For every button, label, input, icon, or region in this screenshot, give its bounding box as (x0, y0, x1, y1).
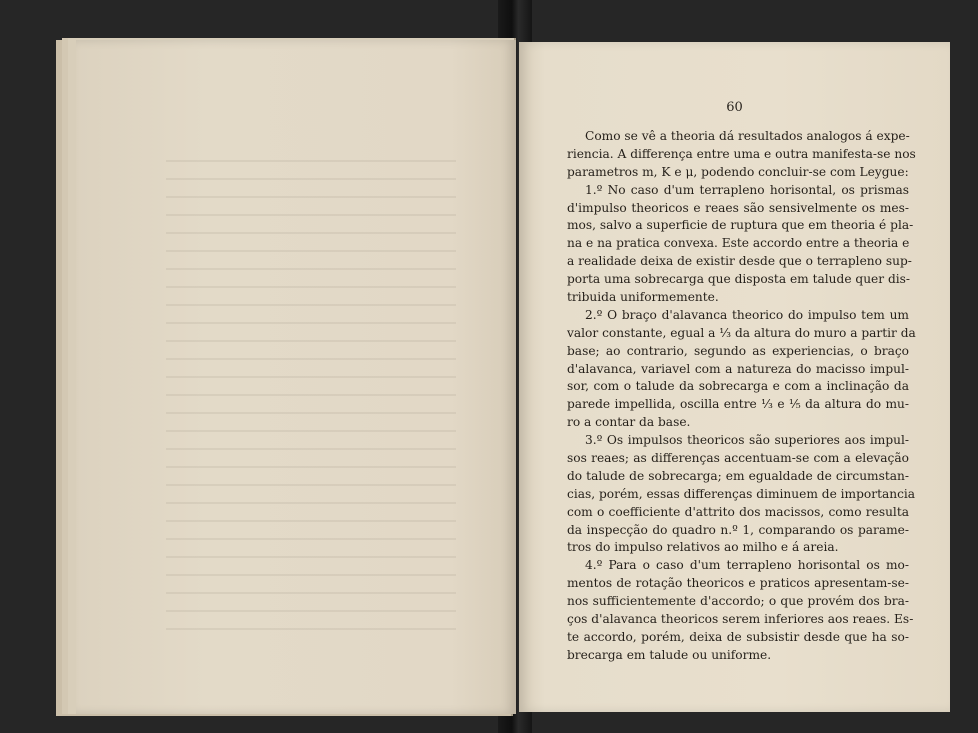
text-line: porta uma sobrecarga que disposta em talude quer dis- (567, 272, 911, 287)
text-line: do talude de sobrecarga; em egualdade de circumstan- (567, 468, 909, 483)
text-line: cias, porém, essas differenças diminuem de importancia (567, 486, 916, 501)
text-line: ços d'alavanca theoricos serem inferiores aos reaes. Es- (567, 612, 914, 627)
text-line: 3.º Os impulsos theoricos são superiores aos impul- (585, 433, 909, 448)
text-line: tribuida uniformemente. (567, 290, 719, 305)
text-line: parede impellida, oscilla entre ⅓ e ⅕ da altura do mu- (567, 397, 909, 412)
text-line: na e na pratica convexa. Este accordo entre a theoria e (567, 236, 910, 251)
text-line: brecarga em talude ou uniforme. (567, 647, 772, 662)
text-line: mos, salvo a superficie de ruptura que em theoria é pla- (567, 218, 914, 233)
text-line: tros do impulso relativos ao milho e á areia. (567, 540, 839, 555)
text-line: 4.º Para o caso d'um terrapleno horisontal os mo- (585, 558, 909, 573)
text-line: te accordo, porém, deixa de subsistir desde que ha so- (567, 629, 909, 644)
body-text (567, 128, 916, 665)
text-line: 1.º No caso d'um terrapleno horisontal, os prismas (585, 182, 909, 197)
text-line: 2.º O braço d'alavanca theorico do impulso tem um (585, 307, 909, 322)
text-line: ro a contar da base. (567, 415, 691, 430)
left-page (76, 40, 516, 714)
text-line: Como se vê a theoria dá resultados analogos á expe- (585, 129, 910, 143)
text-line: com o coefficiente d'attrito dos macissos, como resulta (567, 504, 909, 519)
text-line: base; ao contrario, segundo as experiencias, o braço (567, 343, 909, 358)
page-number: 60 (726, 100, 743, 115)
text-line: d'impulso theoricos e reaes são sensivelmente os mes- (567, 200, 909, 215)
text-line: valor constante, egual a ⅓ da altura do muro a partir da (567, 325, 916, 340)
text-line: mentos de rotação theoricos e praticos apresentam-se- (567, 576, 909, 591)
text-line: da inspecção do quadro n.º 1, comparando os parame- (567, 522, 909, 537)
text-line: riencia. A differença entre uma e outra manifesta-se nos (567, 146, 916, 161)
text-line: a realidade deixa de existir desde que o terrapleno sup- (567, 254, 912, 269)
bleed-through-text (166, 160, 456, 640)
text-line: d'alavanca, variavel com a natureza do macisso impul- (567, 361, 909, 376)
right-page (519, 42, 950, 712)
text-line: nos sufficientemente d'accordo; o que provém dos bra- (567, 594, 909, 609)
text-line: sos reaes; as differenças accentuam-se com a elevação (567, 451, 909, 466)
text-line: parametros m, K e μ, podendo concluir-se com Leygue: (567, 164, 909, 179)
text-line: sor, com o talude da sobrecarga e com a inclinação da (567, 379, 909, 394)
